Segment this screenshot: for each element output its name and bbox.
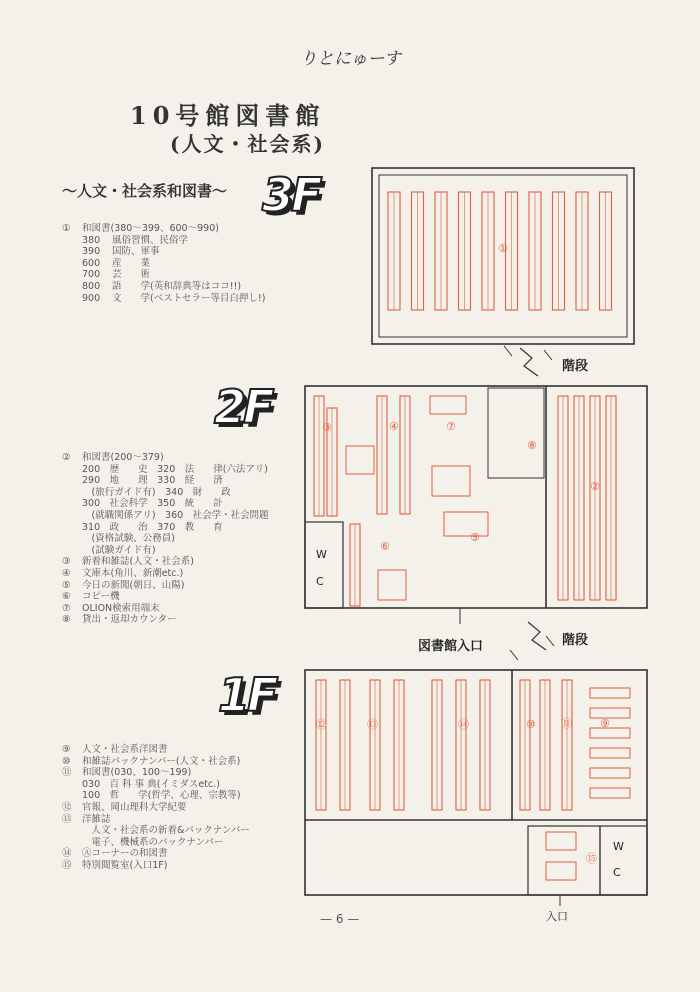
reading-table: [378, 570, 406, 600]
legend-item-code: 800: [82, 280, 101, 292]
wc-2f-label-c: C: [316, 575, 324, 588]
legend-item-code: 390: [82, 246, 101, 258]
legend-item-code: 380: [82, 234, 101, 246]
floor-3f-inner: [379, 175, 627, 337]
legend-item-number: ⑨: [62, 744, 71, 755]
marker-5: ⑤: [470, 531, 480, 544]
legend-item-text: (資格試験、公務員): [82, 533, 175, 545]
legend-item-number: ⑪: [62, 767, 72, 779]
wc-2f-room: [305, 522, 343, 608]
floor-label-1f: 1F: [218, 668, 276, 722]
shelf-unit: [590, 748, 630, 758]
legend-item-code: 600: [82, 257, 101, 269]
legend-item-number: ⑫: [62, 801, 72, 813]
shelf-unit: [590, 688, 630, 698]
legend-item-text: 290 地 理 330 経 済: [82, 475, 223, 487]
legend-item-code: 900: [82, 292, 101, 304]
legend-item-text: (試験ガイド有): [82, 544, 156, 556]
legend-item-text: 風俗習慣、民俗学: [112, 234, 189, 246]
marker-12: ⑫: [316, 718, 327, 731]
legend-item-text: 国防、軍事: [112, 246, 160, 258]
stairs-arrow-upper-a: [504, 346, 512, 356]
marker-3: ③: [322, 421, 332, 434]
marker-1: ①: [498, 242, 508, 255]
legend-item-text: 人文・社会系の新着&バックナンバー: [82, 825, 250, 837]
legend-item-text: 今日の新聞(朝日、山陽): [82, 579, 185, 591]
legend-item-number: ⑦: [62, 602, 71, 614]
legend-item-text: 和雑誌バックナンバー(人文・社会系): [82, 755, 241, 767]
marker-6: ⑥: [380, 540, 390, 553]
legend-item-text: Ⓐコーナーの和図書: [82, 848, 168, 860]
stairs-lower: [528, 622, 546, 650]
wc-1f-label-c: C: [613, 866, 621, 879]
marker-14: ⑭: [458, 718, 469, 731]
legend-item-text: 特別閲覧室(入口1F): [82, 859, 168, 871]
legend-item-text: 語 学(英和辞典等はココ!!): [112, 280, 242, 292]
library-entrance-label: 図書館入口: [418, 639, 484, 654]
legend-item-text: 300 社会科学 350 統 計: [82, 498, 223, 510]
reading-table: [430, 396, 466, 414]
header-title: りとにゅーす: [300, 49, 401, 69]
floor-label-3f: 3F: [262, 168, 320, 222]
legend-item-number: ①: [62, 223, 71, 234]
stairs-lower-label: 階段: [562, 633, 589, 648]
reading-table: [432, 466, 470, 496]
floor-2f-outline: [305, 386, 647, 608]
shelf-unit: [590, 788, 630, 798]
legend-item-text: 和図書(200〜379): [82, 452, 164, 463]
legend-item-text: 100 哲 学(哲学、心理、宗教等): [82, 790, 241, 802]
reading-table: [444, 512, 488, 536]
legend-item-text: 文 学(ベストセラー等目白押し!): [112, 292, 266, 304]
marker-4: ④: [389, 420, 399, 433]
marker-10: ⑩: [526, 718, 536, 731]
legend-item-text: コピー機: [82, 591, 120, 603]
legend-item-text: 和図書(380〜399、600〜990): [82, 223, 219, 234]
legend-item-number: ⑩: [62, 755, 71, 767]
page-title: 10号館図書館: [130, 101, 326, 130]
stairs-arrow-upper-b: [544, 350, 552, 360]
stairs-arrow-lower-b: [546, 636, 554, 646]
reading-table: [346, 446, 374, 474]
marker-11: ⑪: [561, 717, 572, 730]
stairs-arrow-lower-a: [510, 650, 518, 660]
page-subtitle: (人文・社会系): [170, 132, 325, 156]
legend-item-text: 官報、岡山理科大学紀要: [82, 801, 187, 813]
legend-item-number: ⑧: [62, 614, 71, 626]
reading-table: [546, 862, 576, 880]
legend-item-text: 030 百 科 事 典(イミダスetc.): [82, 778, 220, 790]
wc-2f-label-w: W: [316, 548, 327, 561]
stairs-upper-label: 階段: [562, 359, 589, 374]
legend-item-text: 人文・社会系洋図書: [82, 744, 168, 755]
floor-label-2f: 2F: [214, 380, 272, 434]
legend-item-code: 700: [82, 269, 101, 281]
legend-item-number: ⑤: [62, 579, 71, 591]
shelf-unit: [590, 768, 630, 778]
legend-item-number: ⑮: [62, 859, 72, 871]
legend-item-text: 文庫本(角川、新潮etc.): [82, 567, 184, 579]
marker-7: ⑦: [446, 420, 456, 433]
wc-1f-room: [600, 826, 647, 895]
marker-8: ⑧: [527, 439, 537, 452]
legend-item-text: 和図書(030、100〜199): [82, 767, 192, 779]
stairs-upper: [520, 348, 538, 376]
legend-item-number: ③: [62, 556, 71, 568]
page-number: — 6 —: [320, 912, 360, 926]
legend-item-text: (就職関係アリ) 360 社会学・社会問題: [82, 509, 269, 521]
legend-item-number: ⑬: [62, 813, 72, 825]
legend-item-number: ⑭: [62, 848, 72, 860]
legend-item-text: 産 業: [112, 257, 151, 269]
reading-table: [546, 832, 576, 850]
legend-item-text: 310 政 治 370 教 育: [82, 521, 223, 533]
legend-item-text: (旅行ガイド有) 340 財 政: [82, 486, 231, 498]
wc-1f-label-w: W: [613, 840, 624, 853]
marker-13: ⑬: [367, 718, 378, 731]
entrance-label: 入口: [546, 910, 568, 923]
marker-2: ②: [590, 480, 600, 493]
legend-item-text: 新着和雑誌(人文・社会系): [82, 556, 194, 568]
marker-9: ⑨: [600, 717, 610, 730]
legend-item-text: 電子、機械系のバックナンバー: [82, 836, 224, 848]
section-subtitle-3f: 〜人文・社会系和図書〜: [62, 182, 228, 200]
shelf-unit: [590, 708, 630, 718]
legend-item-text: 芸 術: [112, 269, 151, 281]
legend-item-text: OLION検索用端末: [82, 602, 160, 614]
legend-item-text: 洋雑誌: [82, 813, 111, 825]
shelf-unit: [590, 728, 630, 738]
legend-item-number: ④: [62, 567, 71, 579]
legend-item-text: 200 歴 史 320 法 律(六法アリ): [82, 463, 268, 475]
marker-15: ⑮: [586, 852, 597, 865]
legend-item-number: ⑥: [62, 591, 71, 603]
legend-item-number: ②: [62, 452, 71, 463]
counter-area: [488, 388, 544, 478]
legend-item-text: 貸出・返却カウンター: [82, 614, 177, 626]
